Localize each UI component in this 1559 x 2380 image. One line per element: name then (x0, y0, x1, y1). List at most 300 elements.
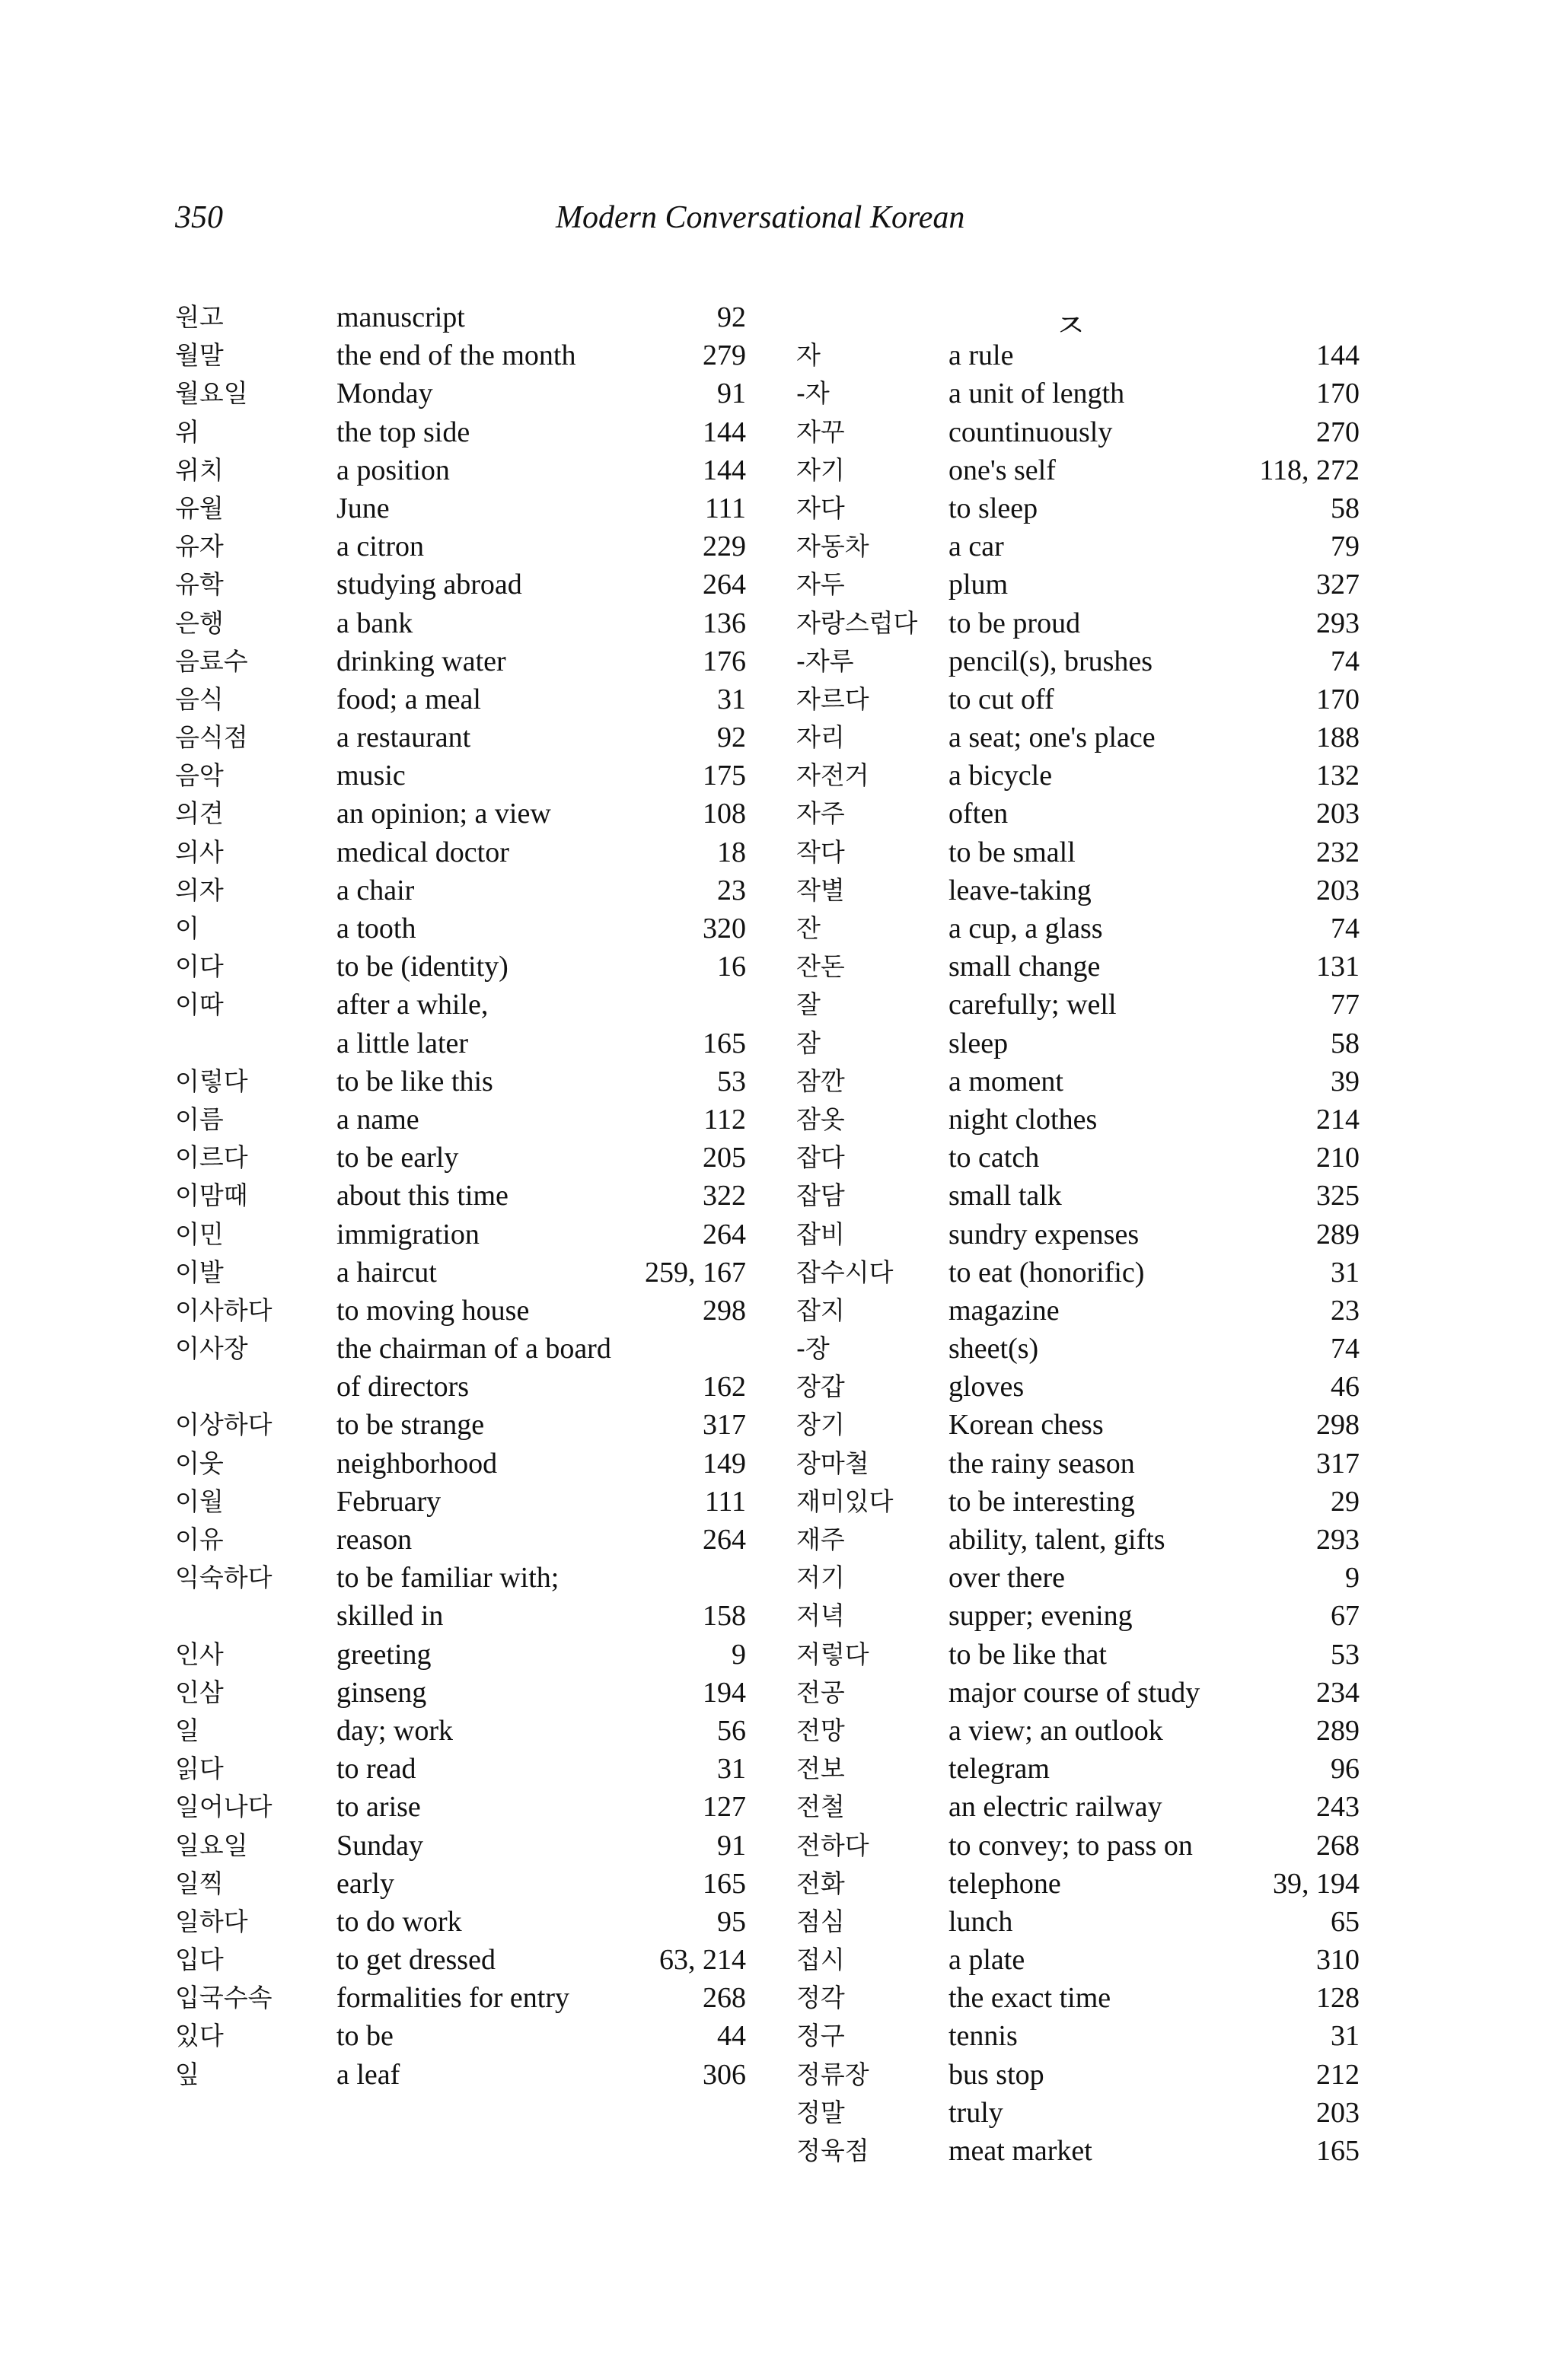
korean-term: 잡수시다 (796, 1257, 894, 1287)
page-ref: 9 (1345, 1562, 1360, 1595)
korean-term: 음식점 (175, 722, 248, 753)
page-ref: 279 (703, 339, 746, 372)
page-ref: 31 (717, 1753, 746, 1786)
english-gloss: drinking water (336, 645, 506, 677)
glossary-entry (175, 1483, 754, 1521)
korean-term: 유자 (175, 531, 224, 562)
glossary-entry (175, 871, 754, 910)
glossary-entry (175, 1559, 754, 1597)
glossary-entry (796, 871, 1360, 910)
page-ref: 74 (1331, 913, 1360, 945)
korean-term: -자루 (796, 645, 854, 676)
english-gloss: to be proud (948, 607, 1081, 639)
korean-term: 전보 (796, 1754, 845, 1784)
korean-term: 점심 (796, 1906, 845, 1936)
korean-term: 장갑 (796, 1372, 845, 1402)
glossary-entry (796, 2017, 1360, 2055)
korean-term: 잘 (796, 989, 821, 1020)
korean-term: 잔돈 (796, 951, 845, 982)
page-ref: 131 (1316, 951, 1360, 983)
page-ref: 39 (1331, 1065, 1360, 1098)
korean-term: 장마철 (796, 1448, 869, 1478)
english-gloss: to get dressed (336, 1944, 496, 1977)
glossary-entry (175, 1063, 754, 1101)
korean-term: 이유 (175, 1525, 224, 1554)
korean-term: 잔 (796, 913, 821, 943)
english-gloss: telegram (948, 1753, 1050, 1786)
glossary-entry (175, 757, 754, 795)
page-ref: 203 (1316, 874, 1360, 906)
english-gloss: over there (948, 1562, 1065, 1595)
korean-term: 정말 (796, 2097, 845, 2127)
korean-term: 잡지 (796, 1295, 845, 1325)
page-ref: 39, 194 (1273, 1867, 1360, 1900)
page-ref: 165 (703, 1027, 746, 1059)
page-ref: 58 (1331, 1027, 1360, 1059)
english-gloss: to do work (336, 1905, 462, 1938)
page-ref: 289 (1316, 1714, 1360, 1747)
korean-term: 이 (175, 913, 199, 943)
english-gloss: to be like that (948, 1638, 1107, 1671)
page-ref: 298 (1316, 1409, 1360, 1442)
glossary-entry (175, 527, 754, 566)
page-ref: 136 (703, 607, 746, 639)
page-ref: 175 (703, 760, 746, 792)
korean-term: 일 (175, 1715, 199, 1745)
page-ref: 56 (717, 1714, 746, 1747)
page-ref: 293 (1316, 607, 1360, 639)
korean-term: 입국수속 (175, 1983, 273, 2013)
glossary-entry (796, 1101, 1360, 1139)
glossary-entry (175, 1368, 754, 1406)
page-ref: 298 (703, 1294, 746, 1327)
korean-term: 위 (175, 416, 199, 447)
korean-term: 잡다 (796, 1142, 845, 1173)
glossary-entry (175, 1445, 754, 1483)
english-gloss: tennis (948, 2020, 1018, 2053)
english-gloss: June (336, 492, 390, 524)
korean-term: -장 (796, 1333, 830, 1364)
english-gloss: a chair (336, 874, 415, 906)
english-gloss: a rule (948, 339, 1014, 372)
english-gloss: greeting (336, 1638, 432, 1671)
page-ref: 29 (1331, 1485, 1360, 1518)
page-ref: 264 (703, 1218, 746, 1251)
page-number: 350 (175, 200, 223, 235)
korean-term: 일하다 (175, 1906, 248, 1936)
glossary-entry (175, 1330, 754, 1368)
page-ref: 31 (1331, 2020, 1360, 2053)
page-ref: 243 (1316, 1791, 1360, 1824)
english-gloss: ginseng (336, 1676, 427, 1709)
glossary-entry (175, 1101, 754, 1139)
glossary-entry (175, 1827, 754, 1865)
korean-term: 자전거 (796, 760, 869, 791)
english-gloss: the end of the month (336, 339, 576, 372)
glossary-entry (796, 1292, 1360, 1330)
glossary-entry (796, 718, 1360, 757)
english-gloss: Korean chess (948, 1409, 1104, 1442)
english-gloss: a car (948, 530, 1004, 563)
page-ref: 270 (1316, 416, 1360, 448)
page-ref: 317 (703, 1409, 746, 1442)
glossary-entry (175, 718, 754, 757)
glossary-entry (796, 489, 1360, 527)
english-gloss: often (948, 798, 1009, 830)
english-gloss: bus stop (948, 2058, 1044, 2091)
english-gloss: a view; an outlook (948, 1714, 1163, 1747)
english-gloss: a citron (336, 530, 425, 563)
english-gloss: night clothes (948, 1103, 1098, 1136)
page-ref: 63, 214 (659, 1944, 746, 1977)
glossary-right-column (796, 298, 1360, 2170)
korean-term: 전철 (796, 1792, 845, 1822)
glossary-entry (175, 948, 754, 986)
korean-term: 전화 (796, 1868, 845, 1898)
korean-term: 재주 (796, 1525, 845, 1554)
korean-term: 유학 (175, 569, 224, 600)
glossary-entry (796, 1674, 1360, 1712)
korean-term: 저녁 (796, 1601, 845, 1631)
glossary-entry (796, 1521, 1360, 1559)
korean-term: 일요일 (175, 1830, 248, 1860)
korean-term: 인삼 (175, 1677, 224, 1707)
glossary-entry (796, 1139, 1360, 1177)
korean-term: 잎 (175, 2059, 199, 2089)
english-gloss: a bicycle (948, 760, 1053, 792)
glossary-entry (796, 451, 1360, 489)
glossary-entry (175, 1712, 754, 1750)
glossary-entry (175, 1979, 754, 2017)
korean-term: 의견 (175, 798, 224, 829)
glossary-entry (175, 2017, 754, 2055)
page-ref: 112 (703, 1103, 746, 1136)
korean-term: 인사 (175, 1639, 224, 1669)
glossary-entry (175, 1139, 754, 1177)
glossary-entry (175, 1941, 754, 1979)
glossary-entry (796, 1215, 1360, 1254)
page-ref: 289 (1316, 1218, 1360, 1251)
page-ref: 170 (1316, 683, 1360, 715)
english-gloss: countinuously (948, 416, 1113, 448)
english-gloss: neighborhood (336, 1447, 498, 1480)
english-gloss: small talk (948, 1180, 1062, 1212)
page-ref: 325 (1316, 1180, 1360, 1212)
glossary-entry (796, 374, 1360, 413)
page-ref: 23 (717, 874, 746, 906)
page-ref: 212 (1316, 2058, 1360, 2091)
english-gloss: magazine (948, 1294, 1060, 1327)
korean-term: 은행 (175, 607, 224, 638)
english-gloss: manuscript (336, 301, 465, 333)
page-ref: 44 (717, 2020, 746, 2053)
glossary-entry (796, 1483, 1360, 1521)
glossary-entry (796, 1979, 1360, 2017)
english-gloss: carefully; well (948, 989, 1117, 1021)
english-gloss: of directors (336, 1371, 470, 1403)
page-ref: 165 (1316, 2135, 1360, 2167)
glossary-entry (175, 336, 754, 374)
english-gloss: the top side (336, 416, 470, 448)
glossary-entry (175, 910, 754, 948)
page-ref: 158 (703, 1600, 746, 1633)
page-ref: 165 (703, 1867, 746, 1900)
page-ref: 144 (1316, 339, 1360, 372)
page-ref: 132 (1316, 760, 1360, 792)
english-gloss: meat market (948, 2135, 1092, 2167)
english-gloss: to catch (948, 1142, 1040, 1174)
english-gloss: a little later (336, 1027, 469, 1059)
english-gloss: sheet(s) (948, 1333, 1039, 1365)
english-gloss: a position (336, 454, 450, 486)
english-gloss: a moment (948, 1065, 1063, 1098)
english-gloss: pencil(s), brushes (948, 645, 1153, 677)
page-ref: 149 (703, 1447, 746, 1480)
page-ref: 203 (1316, 2096, 1360, 2129)
page-ref: 31 (1331, 1256, 1360, 1289)
english-gloss: to be (336, 2020, 394, 2053)
english-gloss: studying abroad (336, 569, 522, 601)
korean-term: 전망 (796, 1715, 845, 1745)
korean-term: 이발 (175, 1257, 224, 1287)
page-ref: 317 (1316, 1447, 1360, 1480)
page-ref: 234 (1316, 1676, 1360, 1709)
glossary-entry (796, 604, 1360, 642)
english-gloss: day; work (336, 1714, 454, 1747)
glossary-entry (175, 680, 754, 718)
glossary-entry (796, 566, 1360, 604)
running-title: Modern Conversational Korean (556, 200, 965, 235)
page-ref: 229 (703, 530, 746, 563)
korean-term: 음료수 (175, 645, 248, 676)
page-ref: 77 (1331, 989, 1360, 1021)
page-ref: 65 (1331, 1905, 1360, 1938)
korean-term: 정류장 (796, 2059, 869, 2089)
glossary-entry (175, 604, 754, 642)
glossary-entry (175, 298, 754, 336)
page-ref: 327 (1316, 569, 1360, 601)
korean-term: 이월 (175, 1486, 224, 1516)
english-gloss: plum (948, 569, 1009, 601)
korean-term: 잠 (796, 1028, 821, 1058)
glossary-entry (796, 1865, 1360, 1903)
page-ref: 53 (1331, 1638, 1360, 1671)
glossary-entry (796, 680, 1360, 718)
page-ref: 111 (704, 492, 746, 524)
page-ref: 144 (703, 454, 746, 486)
english-gloss: February (336, 1485, 442, 1518)
korean-term: 위치 (175, 454, 224, 485)
glossary-entry (796, 1368, 1360, 1406)
english-gloss: to be familiar with; (336, 1562, 560, 1595)
glossary-entry (796, 1941, 1360, 1979)
english-gloss: a unit of length (948, 378, 1125, 410)
glossary-entry (796, 527, 1360, 566)
english-gloss: an electric railway (948, 1791, 1162, 1824)
korean-term: 정육점 (796, 2136, 869, 2165)
page-ref: 53 (717, 1065, 746, 1098)
korean-term: 읽다 (175, 1754, 224, 1784)
english-gloss: formalities for entry (336, 1982, 570, 2015)
english-gloss: to be (identity) (336, 951, 509, 983)
korean-term: 이다 (175, 951, 224, 982)
glossary-entry (796, 1788, 1360, 1826)
glossary-entry (175, 1024, 754, 1063)
english-gloss: the chairman of a board (336, 1333, 611, 1365)
korean-term: 장기 (796, 1410, 845, 1440)
glossary-entry (175, 1903, 754, 1941)
glossary-entry (175, 2056, 754, 2094)
page-ref: 293 (1316, 1524, 1360, 1556)
english-gloss: a bank (336, 607, 413, 639)
english-gloss: a name (336, 1103, 419, 1136)
page-ref: 320 (703, 913, 746, 945)
english-gloss: supper; evening (948, 1600, 1133, 1633)
page-ref: 210 (1316, 1142, 1360, 1174)
english-gloss: early (336, 1867, 394, 1900)
page-ref: 111 (704, 1485, 746, 1518)
glossary-entry (175, 374, 754, 413)
english-gloss: music (336, 760, 406, 792)
english-gloss: one's self (948, 454, 1056, 486)
page-ref: 118, 272 (1259, 454, 1360, 486)
english-gloss: to be strange (336, 1409, 485, 1442)
korean-term: 자두 (796, 569, 845, 600)
page-header (0, 199, 1559, 245)
glossary-entry (796, 1330, 1360, 1368)
page-ref: 91 (717, 1829, 746, 1862)
korean-term: 잠깐 (796, 1066, 845, 1096)
english-gloss: the exact time (948, 1982, 1111, 2015)
korean-term: 있다 (175, 2021, 224, 2051)
english-gloss: the rainy season (948, 1447, 1135, 1480)
glossary-entry (796, 986, 1360, 1024)
page-ref: 322 (703, 1180, 746, 1212)
glossary-entry (796, 1063, 1360, 1101)
page-ref: 144 (703, 416, 746, 448)
english-gloss: a plate (948, 1944, 1025, 1977)
page-ref: 268 (703, 1982, 746, 2015)
page-ref: 170 (1316, 378, 1360, 410)
glossary-entry (175, 489, 754, 527)
korean-term: 이르다 (175, 1142, 248, 1173)
glossary-entry (796, 1636, 1360, 1674)
english-gloss: a cup, a glass (948, 913, 1103, 945)
korean-term: -자 (796, 378, 830, 409)
korean-term: 음식 (175, 683, 224, 714)
english-gloss: reason (336, 1524, 413, 1556)
page-ref: 95 (717, 1905, 746, 1938)
page-ref: 31 (717, 683, 746, 715)
english-gloss: after a while, (336, 989, 489, 1021)
section-letter: ㅈ (1054, 307, 1087, 346)
english-gloss: Monday (336, 378, 433, 410)
page-ref: 259, 167 (645, 1256, 746, 1289)
glossary-entry (175, 1636, 754, 1674)
page-ref: 194 (703, 1676, 746, 1709)
section-spacer (796, 298, 1360, 336)
glossary-entry (175, 1674, 754, 1712)
english-gloss: to be like this (336, 1065, 493, 1098)
english-gloss: to eat (honorific) (948, 1256, 1145, 1289)
glossary-entry (796, 2094, 1360, 2132)
korean-term: 잡비 (796, 1219, 845, 1249)
korean-term: 자주 (796, 798, 845, 829)
english-gloss: lunch (948, 1905, 1013, 1938)
english-gloss: a haircut (336, 1256, 437, 1289)
korean-term: 작별 (796, 875, 845, 905)
english-gloss: to cut off (948, 683, 1054, 715)
glossary-entry (175, 1177, 754, 1215)
korean-term: 이름 (175, 1104, 224, 1134)
korean-term: 일어나다 (175, 1792, 273, 1822)
page-ref: 188 (1316, 722, 1360, 754)
glossary-entry (796, 1177, 1360, 1215)
english-gloss: to arise (336, 1791, 421, 1824)
glossary-entry (175, 1597, 754, 1635)
page-ref: 58 (1331, 492, 1360, 524)
english-gloss: sundry expenses (948, 1218, 1140, 1251)
korean-term: 저렇다 (796, 1639, 869, 1669)
page-ref: 16 (717, 951, 746, 983)
glossary-entry (796, 1712, 1360, 1750)
glossary-entry (796, 795, 1360, 833)
glossary-entry (175, 642, 754, 680)
page-ref: 67 (1331, 1600, 1360, 1633)
glossary-entry (796, 1750, 1360, 1788)
korean-term: 자꾸 (796, 416, 845, 447)
korean-term: 이사하다 (175, 1295, 273, 1325)
glossary-entry (796, 757, 1360, 795)
page-ref: 205 (703, 1142, 746, 1174)
english-gloss: telephone (948, 1867, 1061, 1900)
page-ref: 9 (732, 1638, 746, 1671)
english-gloss: a seat; one's place (948, 722, 1156, 754)
korean-term: 잠옷 (796, 1104, 845, 1134)
english-gloss: truly (948, 2096, 1003, 2129)
korean-term: 자리 (796, 722, 845, 753)
page-ref: 214 (1316, 1103, 1360, 1136)
glossary-entry (796, 1406, 1360, 1444)
glossary-entry (796, 833, 1360, 871)
glossary-entry (796, 2056, 1360, 2094)
page-ref: 176 (703, 645, 746, 677)
page-ref: 306 (703, 2058, 746, 2091)
page-ref: 128 (1316, 1982, 1360, 2015)
page-ref: 91 (717, 378, 746, 410)
korean-term: 이따 (175, 989, 224, 1020)
korean-term: 자르다 (796, 683, 869, 714)
korean-term: 이맘때 (175, 1180, 248, 1211)
english-gloss: Sunday (336, 1829, 423, 1862)
korean-term: 월요일 (175, 378, 248, 409)
english-gloss: to sleep (948, 492, 1038, 524)
glossary-entry (175, 833, 754, 871)
english-gloss: gloves (948, 1371, 1025, 1403)
glossary-entry (796, 910, 1360, 948)
glossary-entry (796, 1024, 1360, 1063)
korean-term: 자동차 (796, 531, 869, 562)
korean-term: 의자 (175, 875, 224, 905)
page-ref: 79 (1331, 530, 1360, 563)
glossary-entry (175, 1521, 754, 1559)
glossary-entry (175, 1788, 754, 1826)
korean-term: 월말 (175, 340, 224, 371)
english-gloss: sleep (948, 1027, 1009, 1059)
glossary-entry (175, 1750, 754, 1788)
korean-term: 이민 (175, 1219, 224, 1249)
korean-term: 일찍 (175, 1868, 224, 1898)
